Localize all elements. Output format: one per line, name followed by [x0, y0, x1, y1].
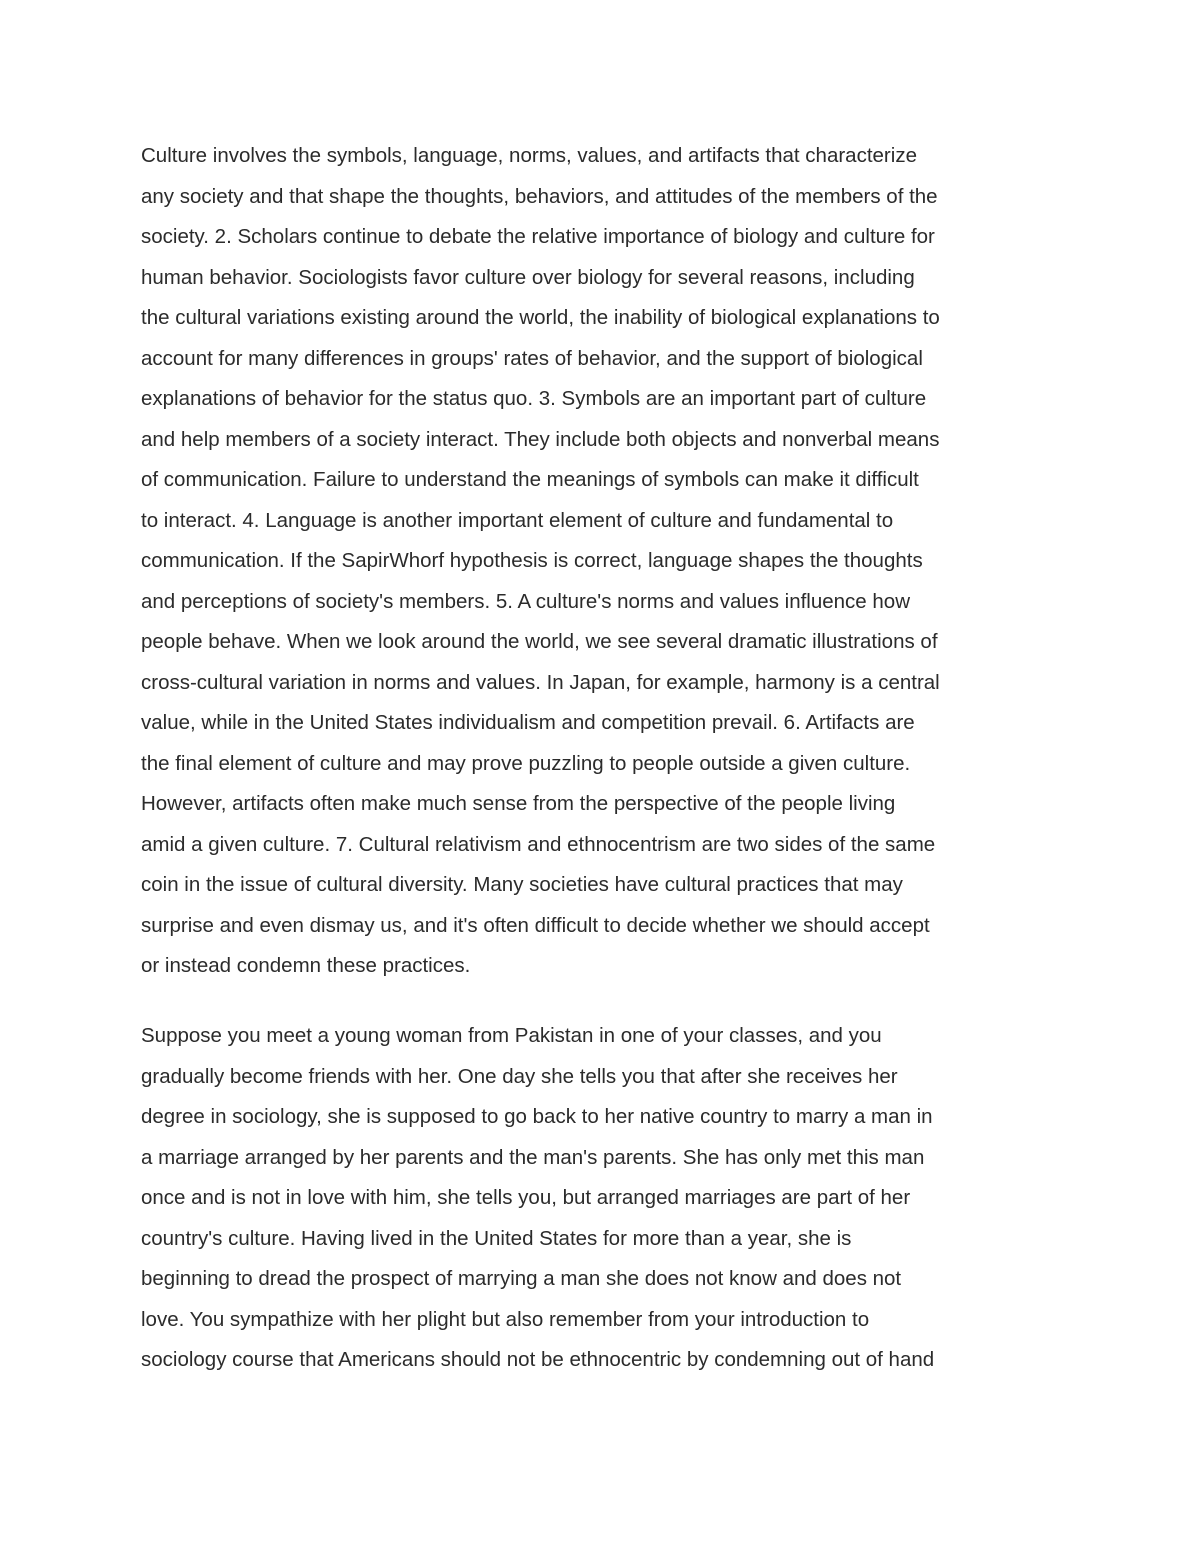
paragraph-line: of communication. Failure to understand the meanings of symbols can make it difficult [141, 468, 919, 491]
paragraph-line: coin in the issue of cultural diversity. Many societies have cultural practices that may [141, 873, 903, 896]
paragraph-line: communication. If the SapirWhorf hypothesis is correct, language shapes the thoughts [141, 549, 923, 572]
paragraph-line: explanations of behavior for the status quo. 3. Symbols are an important part of culture [141, 387, 927, 410]
paragraph-line: amid a given culture. 7. Cultural relativism and ethnocentrism are two sides of the same [141, 832, 936, 856]
paragraph-line: Culture involves the symbols, language, norms, values, and artifacts that characterize [141, 144, 917, 167]
paragraph-line: cross-cultural variation in norms and values. In Japan, for example, harmony is a central [141, 670, 940, 694]
paragraph-line: account for many differences in groups' rates of behavior, and the support of biological [141, 346, 923, 370]
paragraph-line: value, while in the United States individualism and competition prevail. 6. Artifacts are [141, 711, 915, 734]
paragraph-line: and help members of a society interact. They include both objects and nonverbal means [141, 427, 940, 451]
paragraph-line: Suppose you meet a young woman from Pakistan in one of your classes, and you [141, 1024, 882, 1047]
paragraph-line: people behave. When we look around the world, we see several dramatic illustrations of [141, 630, 938, 653]
paragraph-line: gradually become friends with her. One day she tells you that after she receives her [141, 1064, 898, 1088]
paragraph-pakistan-scenario [141, 1016, 1071, 1381]
paragraph-line: and perceptions of society's members. 5. A culture's norms and values influence how [141, 589, 911, 613]
paragraph-line: to interact. 4. Language is another important element of culture and fundamental to [141, 508, 894, 532]
paragraph-line: degree in sociology, she is supposed to go back to her native country to marry a man in [141, 1105, 933, 1128]
paragraph-line: However, artifacts often make much sense from the perspective of the people living [141, 792, 896, 815]
paragraph-line: a marriage arranged by her parents and the man's parents. She has only met this man [141, 1145, 925, 1169]
paragraph-line: or instead condemn these practices. [141, 954, 471, 977]
paragraph-line: any society and that shape the thoughts, behaviors, and attitudes of the members of the [141, 184, 938, 208]
paragraph-line: society. 2. Scholars continue to debate the relative importance of biology and culture for [141, 225, 935, 248]
paragraph-line: the cultural variations existing around the world, the inability of biological explanations to [141, 306, 940, 329]
paragraph-line: sociology course that Americans should not be ethnocentric by condemning out of hand [141, 1348, 935, 1371]
paragraph-line: human behavior. Sociologists favor culture over biology for several reasons, including [141, 265, 915, 289]
paragraph-line: surprise and even dismay us, and it's often difficult to decide whether we should accept [141, 913, 930, 937]
paragraph-line: the final element of culture and may prove puzzling to people outside a given culture. [141, 751, 911, 775]
paragraph-line: love. You sympathize with her plight but also remember from your introduction to [141, 1307, 870, 1331]
paragraph-line: beginning to dread the prospect of marrying a man she does not know and does not [141, 1267, 902, 1290]
paragraph-culture-summary [141, 136, 1071, 987]
paragraph-line: country's culture. Having lived in the United States for more than a year, she is [141, 1226, 852, 1250]
paragraph-line: once and is not in love with him, she tells you, but arranged marriages are part of her [141, 1186, 911, 1209]
